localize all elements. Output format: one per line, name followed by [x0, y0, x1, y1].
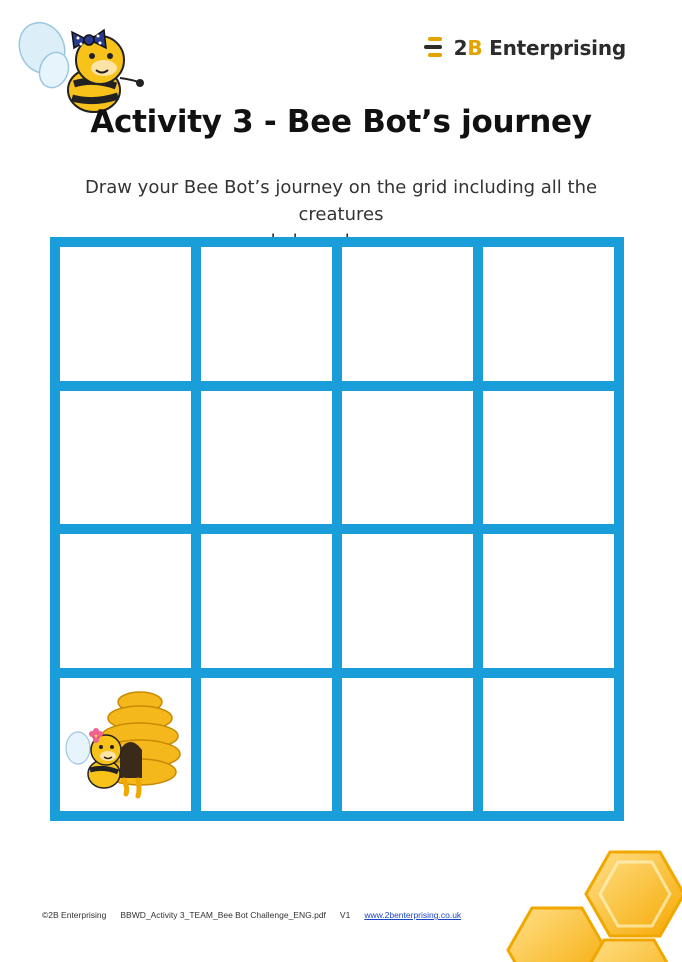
- grid-cell[interactable]: [60, 534, 191, 668]
- footer-filename: BBWD_Activity 3_TEAM_Bee Bot Challenge_ENG.pdf: [120, 910, 326, 920]
- footer-copyright: ©2B Enterprising: [42, 910, 107, 920]
- brand-logo: [424, 34, 626, 62]
- grid-cell[interactable]: [483, 391, 614, 525]
- grid-cell[interactable]: [342, 534, 473, 668]
- logo-stripes-icon: [424, 34, 450, 62]
- page-footer: [42, 910, 461, 920]
- grid-cell-start[interactable]: [60, 678, 191, 812]
- grid-cell[interactable]: [483, 247, 614, 381]
- grid-cell[interactable]: [60, 391, 191, 525]
- grid-cell[interactable]: [201, 247, 332, 381]
- footer-website-link[interactable]: www.2benterprising.co.uk: [364, 910, 462, 920]
- grid-cell[interactable]: [342, 678, 473, 812]
- journey-grid: [50, 237, 624, 821]
- grid-cell[interactable]: [483, 678, 614, 812]
- grid-cell[interactable]: [201, 391, 332, 525]
- grid-cell[interactable]: [60, 247, 191, 381]
- page-title: Activity 3 - Bee Bot’s journey: [90, 104, 592, 140]
- grid-cell[interactable]: [342, 247, 473, 381]
- beehive-icon: [64, 684, 188, 804]
- instructions-line-1: Draw your Bee Bot’s journey on the grid including all the creatures: [84, 177, 598, 225]
- logo-text: 2B Enterprising: [453, 36, 626, 60]
- honeycomb-decoration-icon: [492, 850, 682, 962]
- footer-version: V1: [339, 910, 351, 920]
- grid-cell[interactable]: [483, 534, 614, 668]
- grid-cell[interactable]: [201, 678, 332, 812]
- grid-cell[interactable]: [342, 391, 473, 525]
- grid-cell[interactable]: [201, 534, 332, 668]
